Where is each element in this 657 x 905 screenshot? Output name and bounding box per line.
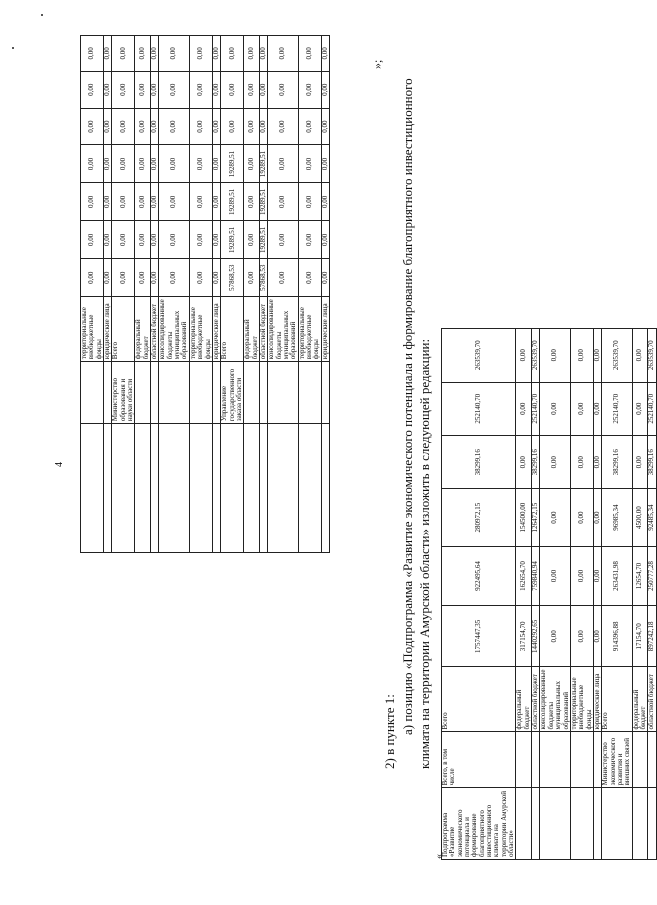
table-row — [189, 36, 212, 553]
table-cell-value: 0,00 — [268, 108, 298, 145]
table-cell-c2 — [151, 362, 159, 424]
table-cell-c1: Подпрограмма «Развитие экономического потенциала и формирование благоприятного инвестиционного климата на территории Амурской области» — [442, 788, 516, 860]
table-cell-value: 0,00 — [321, 36, 329, 72]
table-cell-value: 0,00 — [189, 145, 212, 183]
table-cell-c1 — [159, 424, 189, 553]
table-cell-value: 0,00 — [151, 36, 159, 72]
table-cell-value: 0,00 — [159, 108, 189, 145]
table-cell-value: 0,00 — [151, 145, 159, 183]
table-cell-value: 0,00 — [104, 36, 112, 72]
table-cell-value: 0,00 — [159, 145, 189, 183]
table-cell-value: 0,00 — [259, 108, 267, 145]
table-cell-value: 0,00 — [298, 108, 321, 145]
table-cell-c3: территориальные внебюджетные фонды — [81, 297, 104, 362]
table-cell-value: 0,00 — [104, 108, 112, 145]
closing-quote: »; — [370, 59, 384, 69]
table-cell-value: 0,00 — [540, 436, 570, 489]
table-cell-c1 — [321, 424, 329, 553]
table-cell-value: 0,00 — [516, 436, 532, 489]
table-row — [151, 36, 159, 553]
table-cell-c3: федеральный бюджет — [244, 297, 260, 362]
table-cell-value: 0,00 — [244, 71, 260, 108]
table-cell-value: 0,00 — [540, 329, 570, 383]
table-cell-c3: территориальные внебюджетные фонды — [298, 297, 321, 362]
table-cell-c3: федеральный бюджет — [135, 297, 151, 362]
table-cell-c1 — [648, 788, 656, 860]
table-cell-c2: Министерство экономического развития и внешних связей — [602, 732, 632, 788]
table-cell-value: 250777,28 — [648, 546, 656, 605]
table-cell-value: 0,00 — [268, 71, 298, 108]
table-cell-c2 — [321, 362, 329, 424]
table-cell-c2 — [159, 362, 189, 424]
table-row — [135, 36, 151, 553]
table-cell-c1 — [516, 788, 532, 860]
table-cell-value: 0,00 — [189, 108, 212, 145]
table-cell-value: 0,00 — [135, 221, 151, 259]
table-cell-value: 0,00 — [81, 221, 104, 259]
table-cell-value: 0,00 — [632, 329, 648, 383]
table-cell-value: 38299,16 — [602, 436, 632, 489]
subprogram-funding-table — [441, 328, 657, 860]
table-cell-value: 0,00 — [212, 71, 220, 108]
paragraph-a-line1: а) позицию «Подпрограмма «Развитие экономического потенциала и формирование благоприятного инвестиционного — [400, 78, 415, 735]
table-cell-value: 0,00 — [135, 259, 151, 297]
table-cell-value: 0,00 — [259, 36, 267, 72]
table-cell-c3: консолидированные бюджеты муниципальных образований — [268, 297, 298, 362]
table-cell-value: 317154,70 — [516, 606, 532, 667]
table-cell-value: 0,00 — [632, 382, 648, 435]
table-cell-c3: федеральный бюджет — [516, 667, 532, 732]
table-cell-c3: юридические лица — [321, 297, 329, 362]
table-cell-value: 252140,70 — [602, 382, 632, 435]
table-cell-value: 0,00 — [104, 183, 112, 221]
table-cell-c2 — [189, 362, 212, 424]
table-cell-value: 0,00 — [104, 145, 112, 183]
table-cell-value: 0,00 — [593, 546, 601, 605]
table-cell-c3: юридические лица — [104, 297, 112, 362]
table-cell-value: 0,00 — [159, 183, 189, 221]
table-cell-value: 0,00 — [321, 259, 329, 297]
table-cell-value: 126472,15 — [532, 489, 540, 546]
table-row — [212, 36, 220, 553]
table-cell-c1 — [112, 424, 135, 553]
table-row — [442, 329, 516, 860]
table-cell-c1 — [602, 788, 632, 860]
table-cell-value: 0,00 — [212, 183, 220, 221]
table-row — [602, 329, 632, 860]
table-cell-c2 — [632, 732, 648, 788]
table-cell-c3: консолидированные бюджеты муниципальных образований — [159, 297, 189, 362]
table-cell-value: 17154,70 — [632, 606, 648, 667]
table-cell-c2: Министерство образования и науки области — [112, 362, 135, 424]
table-cell-value: 0,00 — [112, 36, 135, 72]
table-cell-value: 0,00 — [112, 259, 135, 297]
table-cell-value: 38299,16 — [532, 436, 540, 489]
table-cell-c1 — [135, 424, 151, 553]
table-cell-value: 0,00 — [268, 145, 298, 183]
table-cell-value: 0,00 — [212, 145, 220, 183]
table-cell-value: 263539,70 — [532, 329, 540, 383]
paragraph-2: 2) в пункте 1: — [382, 694, 397, 769]
table-cell-value: 0,00 — [221, 71, 244, 108]
table-cell-value: 0,00 — [212, 221, 220, 259]
table-cell-value: 0,00 — [259, 71, 267, 108]
table-cell-c3: областной бюджет — [532, 667, 540, 732]
table-cell-value: 0,00 — [321, 221, 329, 259]
table-row — [321, 36, 329, 553]
table-cell-value: 0,00 — [268, 221, 298, 259]
table-cell-value: 0,00 — [221, 108, 244, 145]
table-cell-c3: федеральный бюджет — [632, 667, 648, 732]
table-row — [268, 36, 298, 553]
table-cell-value: 0,00 — [570, 489, 593, 546]
table-cell-value: 0,00 — [151, 259, 159, 297]
table-cell-value: 0,00 — [81, 183, 104, 221]
table-cell-value: 0,00 — [298, 36, 321, 72]
table-cell-c3: Всего — [221, 297, 244, 362]
table-cell-value: 0,00 — [81, 259, 104, 297]
table-cell-value: 0,00 — [135, 145, 151, 183]
table-cell-value: 0,00 — [298, 259, 321, 297]
table-cell-value: 0,00 — [540, 546, 570, 605]
table-cell-value: 0,00 — [298, 71, 321, 108]
table-row — [221, 36, 244, 553]
table-cell-value: 0,00 — [244, 145, 260, 183]
table-cell-value: 0,00 — [593, 606, 601, 667]
table-row — [516, 329, 532, 860]
table-cell-value: 0,00 — [268, 36, 298, 72]
table-cell-value: 0,00 — [81, 36, 104, 72]
table-cell-c2 — [570, 732, 593, 788]
table-cell-value: 57868,53 — [221, 259, 244, 297]
table-cell-c2 — [540, 732, 570, 788]
table-cell-value: 0,00 — [516, 329, 532, 383]
table-row — [159, 36, 189, 553]
table-cell-value: 0,00 — [321, 183, 329, 221]
table-cell-c1 — [151, 424, 159, 553]
table-cell-value: 0,00 — [159, 221, 189, 259]
table-cell-c2 — [648, 732, 656, 788]
table-cell-value: 0,00 — [593, 489, 601, 546]
table-row — [81, 36, 104, 553]
table-cell-value: 0,00 — [221, 36, 244, 72]
table-cell-value: 0,00 — [540, 382, 570, 435]
table-cell-value: 19289,51 — [221, 183, 244, 221]
table-cell-value: 19289,51 — [221, 221, 244, 259]
table-row — [104, 36, 112, 553]
table-row — [570, 329, 593, 860]
table-cell-value: 263539,70 — [648, 329, 656, 383]
table-cell-c3: Всего — [112, 297, 135, 362]
table-cell-value: 0,00 — [632, 436, 648, 489]
table-cell-value: 19289,51 — [259, 221, 267, 259]
table-cell-value: 0,00 — [159, 36, 189, 72]
table-cell-value: 1757447,35 — [442, 606, 516, 667]
table-cell-value: 0,00 — [212, 259, 220, 297]
table-cell-c2 — [244, 362, 260, 424]
table-cell-value: 263539,70 — [442, 329, 516, 383]
table-cell-value: 0,00 — [189, 221, 212, 259]
table-cell-value: 0,00 — [81, 145, 104, 183]
table-cell-c3: областной бюджет — [648, 667, 656, 732]
table-cell-value: 0,00 — [268, 183, 298, 221]
table-cell-value: 922495,64 — [442, 546, 516, 605]
table-cell-value: 0,00 — [112, 145, 135, 183]
table-cell-value: 0,00 — [321, 108, 329, 145]
table-cell-c1 — [298, 424, 321, 553]
table-cell-value: 0,00 — [81, 71, 104, 108]
table-cell-value: 0,00 — [189, 259, 212, 297]
table-cell-value: 0,00 — [540, 606, 570, 667]
paragraph-a-line2: климата на территории Амурской области» изложить в следующей редакции: — [417, 338, 432, 769]
table-cell-value: 0,00 — [516, 382, 532, 435]
table-cell-value: 0,00 — [112, 221, 135, 259]
table-cell-c3: областной бюджет — [259, 297, 267, 362]
table-cell-value: 0,00 — [104, 71, 112, 108]
table-cell-value: 0,00 — [593, 329, 601, 383]
table-cell-c1 — [540, 788, 570, 860]
table-cell-value: 0,00 — [268, 259, 298, 297]
table-cell-value: 0,00 — [104, 259, 112, 297]
table-cell-value: 263539,70 — [602, 329, 632, 383]
table-cell-c2: Всего, в том числе — [442, 732, 516, 788]
table-cell-value: 0,00 — [321, 145, 329, 183]
table-cell-c2 — [516, 732, 532, 788]
table-cell-value: 0,00 — [151, 71, 159, 108]
table-cell-c1 — [81, 424, 104, 553]
table-cell-value: 0,00 — [135, 36, 151, 72]
table-cell-value: 0,00 — [189, 36, 212, 72]
table-cell-c3: консолидированные бюджеты муниципальных образований — [540, 667, 570, 732]
table-row — [632, 329, 648, 860]
table-cell-value: 96985,34 — [602, 489, 632, 546]
table-row — [112, 36, 135, 553]
table-cell-value: 0,00 — [244, 183, 260, 221]
table-cell-value: 0,00 — [189, 183, 212, 221]
table-cell-value: 57868,53 — [259, 259, 267, 297]
table-row — [298, 36, 321, 553]
table-cell-value: 0,00 — [135, 108, 151, 145]
table-cell-value: 0,00 — [298, 221, 321, 259]
table-cell-value: 154500,00 — [516, 489, 532, 546]
table-cell-value: 0,00 — [151, 221, 159, 259]
table-cell-value: 0,00 — [244, 221, 260, 259]
table-cell-value: 0,00 — [321, 71, 329, 108]
table-cell-c2 — [135, 362, 151, 424]
table-cell-c1 — [212, 424, 220, 553]
table-cell-value: 263431,98 — [602, 546, 632, 605]
table-row — [540, 329, 570, 860]
table-cell-value: 252140,70 — [648, 382, 656, 435]
table-cell-c3: территориальные внебюджетные фонды — [189, 297, 212, 362]
table-cell-value: 38299,16 — [648, 436, 656, 489]
table-cell-value: 0,00 — [151, 108, 159, 145]
table-cell-value: 252140,70 — [442, 382, 516, 435]
table-row — [244, 36, 260, 553]
table-cell-value: 0,00 — [135, 71, 151, 108]
table-cell-value: 92485,34 — [648, 489, 656, 546]
funding-table-continued — [80, 35, 330, 553]
table-cell-value: 0,00 — [570, 329, 593, 383]
page-number: 4 — [54, 462, 65, 467]
table-cell-value: 280972,15 — [442, 489, 516, 546]
table-cell-value: 0,00 — [212, 108, 220, 145]
table-cell-value: 0,00 — [244, 108, 260, 145]
table-cell-value: 0,00 — [212, 36, 220, 72]
table-cell-value: 0,00 — [189, 71, 212, 108]
table-cell-value: 0,00 — [135, 183, 151, 221]
table-cell-c1 — [221, 424, 244, 553]
table-cell-value: 19289,51 — [221, 145, 244, 183]
table-cell-value: 0,00 — [112, 183, 135, 221]
table-cell-value: 4500,00 — [632, 489, 648, 546]
table-cell-value: 0,00 — [244, 259, 260, 297]
table-cell-value: 0,00 — [112, 71, 135, 108]
table-cell-value: 759840,94 — [532, 546, 540, 605]
table-cell-c1 — [268, 424, 298, 553]
table-cell-value: 252140,70 — [532, 382, 540, 435]
table-cell-c1 — [104, 424, 112, 553]
table-cell-value: 0,00 — [112, 108, 135, 145]
opening-quote: « — [434, 854, 445, 859]
table-cell-c2 — [259, 362, 267, 424]
table-row — [259, 36, 267, 553]
table-cell-value: 0,00 — [151, 183, 159, 221]
table-cell-c3: юридические лица — [593, 667, 601, 732]
table-cell-value: 38299,16 — [442, 436, 516, 489]
table-cell-c3: территориальные внебюджетные фонды — [570, 667, 593, 732]
table-cell-c3: областной бюджет — [151, 297, 159, 362]
table-cell-c1 — [259, 424, 267, 553]
table-cell-value: 0,00 — [540, 489, 570, 546]
table-cell-value: 12654,70 — [632, 546, 648, 605]
table-cell-value: 0,00 — [593, 436, 601, 489]
table-cell-value: 19289,51 — [259, 183, 267, 221]
table-cell-c1 — [532, 788, 540, 860]
table-cell-value: 0,00 — [298, 145, 321, 183]
table-cell-value: 0,00 — [104, 221, 112, 259]
table-cell-c1 — [570, 788, 593, 860]
table-cell-c2 — [268, 362, 298, 424]
table-cell-value: 897242,18 — [648, 606, 656, 667]
table-cell-value: 0,00 — [159, 259, 189, 297]
table-cell-value: 0,00 — [570, 382, 593, 435]
table-cell-c3: Всего — [442, 667, 516, 732]
table-row — [532, 329, 540, 860]
table-cell-value: 0,00 — [298, 183, 321, 221]
table-cell-c3: юридические лица — [212, 297, 220, 362]
table-cell-c2: Управление государственного заказа области — [221, 362, 244, 424]
table-cell-value: 0,00 — [244, 36, 260, 72]
table-cell-value: 0,00 — [593, 382, 601, 435]
table-cell-value: 0,00 — [159, 71, 189, 108]
table-cell-c2 — [532, 732, 540, 788]
table-cell-c1 — [632, 788, 648, 860]
table-cell-value: 19289,51 — [259, 145, 267, 183]
table-cell-value: 0,00 — [570, 436, 593, 489]
table-row — [648, 329, 656, 860]
table-cell-value: 0,00 — [570, 606, 593, 667]
table-cell-c3: Всего — [602, 667, 632, 732]
table-cell-c2 — [298, 362, 321, 424]
table-cell-c2 — [81, 362, 104, 424]
table-cell-c1 — [244, 424, 260, 553]
table-cell-value: 0,00 — [81, 108, 104, 145]
table-cell-value: 0,00 — [570, 546, 593, 605]
table-cell-value: 1440292,65 — [532, 606, 540, 667]
table-cell-value: 914396,88 — [602, 606, 632, 667]
table-cell-value: 162654,70 — [516, 546, 532, 605]
table-cell-c1 — [593, 788, 601, 860]
table-cell-c1 — [189, 424, 212, 553]
